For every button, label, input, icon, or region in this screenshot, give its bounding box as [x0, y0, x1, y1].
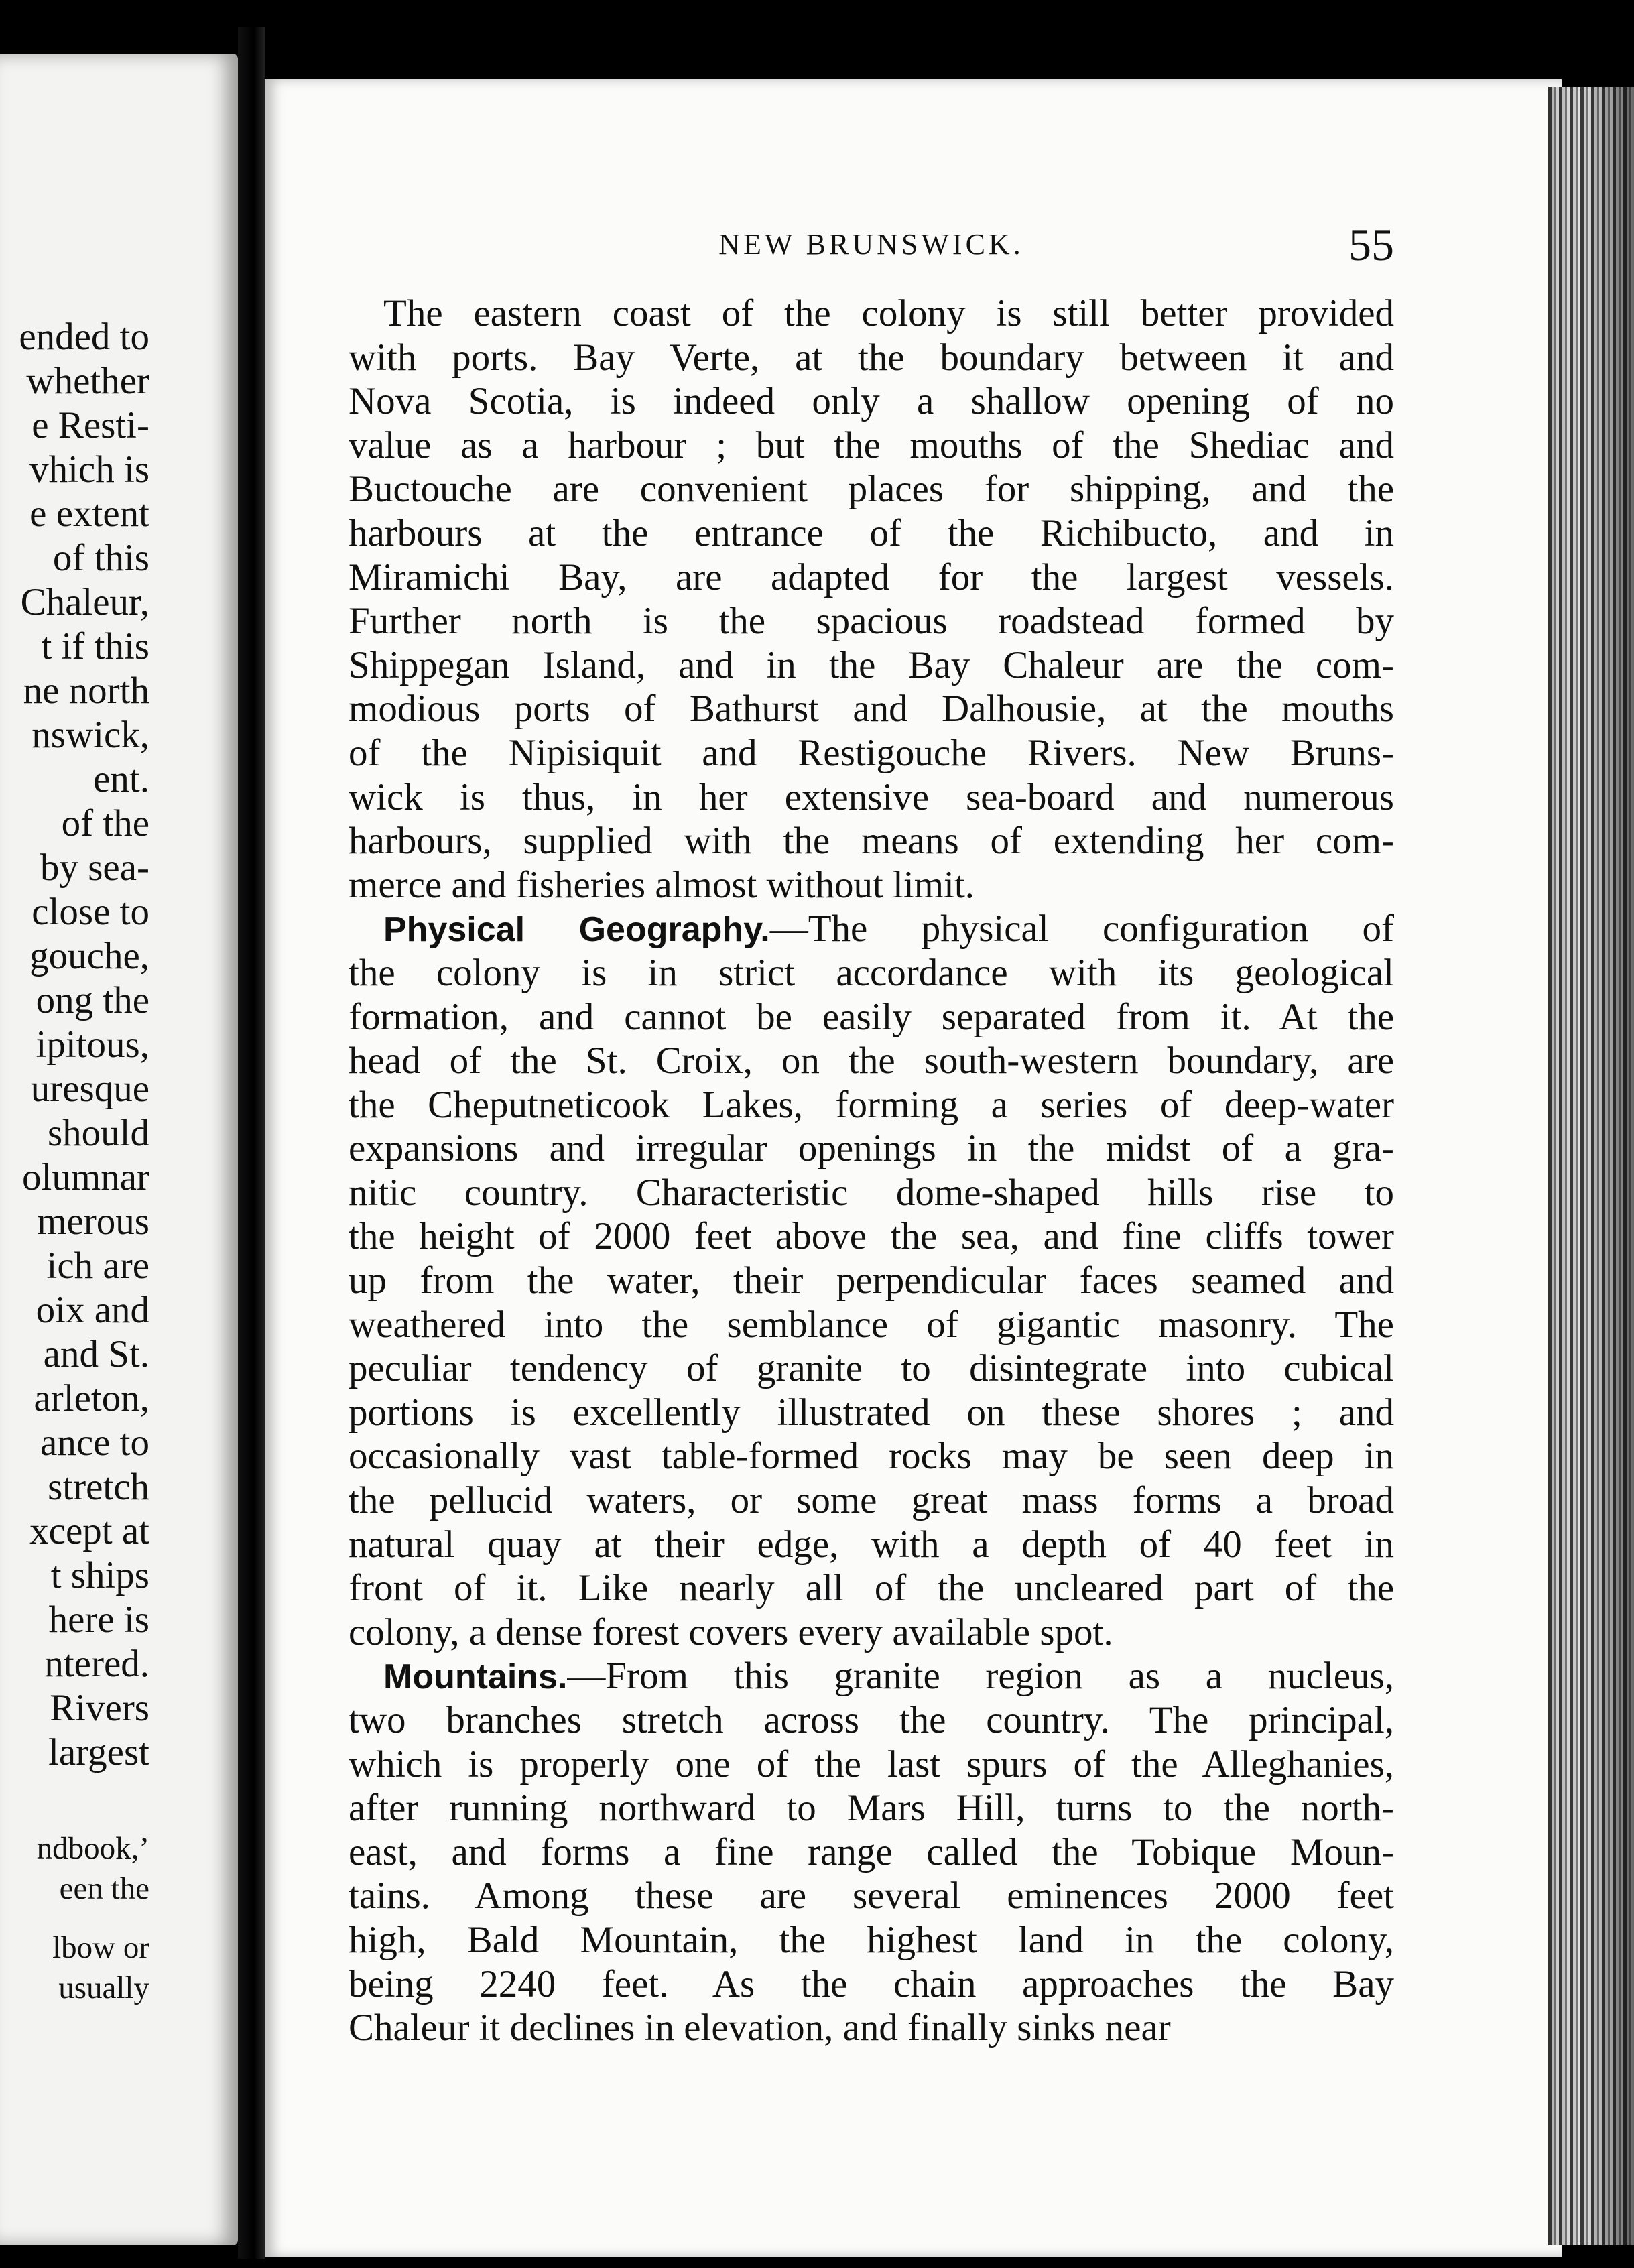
text-line: merce and fisheries almost without limit. [349, 863, 975, 906]
left-page-line: e Resti- [32, 404, 149, 446]
left-page-line: ne north [23, 670, 149, 712]
text-line: Nova Scotia, is indeed only a shallow opening of no [349, 380, 1394, 423]
section-heading: Mountains. [383, 1657, 568, 1697]
text-line: which is properly one of the last spurs of the Alleghanies, [349, 1743, 1394, 1785]
left-page-line: t ships [50, 1554, 149, 1596]
text-line: expansions and irregular openings in the midst of a gra- [349, 1127, 1394, 1170]
text-line: Miramichi Bay, are adapted for the largest vessels. [349, 556, 1394, 598]
left-page-footnote: een the [59, 1871, 149, 1906]
text-line: Buctouche are convenient places for shipping, and the [349, 468, 1394, 511]
left-page-footnote: ndbook,’ [36, 1831, 149, 1866]
page-header [349, 214, 1394, 275]
text-line [349, 1654, 1394, 1698]
text-line: head of the St. Croix, on the south-western boundary, are [349, 1040, 1394, 1082]
left-page-footnote: usually [58, 1970, 149, 2005]
left-page-line: Rivers [50, 1687, 149, 1729]
page-number: 55 [1348, 219, 1394, 270]
text-line: high, Bald Mountain, the highest land in the colony, [349, 1918, 1394, 1961]
left-page-line: ich are [46, 1245, 149, 1287]
left-page-line: ance to [40, 1422, 149, 1464]
text-line: nitic country. Characteristic dome-shaped hills rise to [349, 1171, 1394, 1214]
text-line: colony, a dense forest covers every available spot. [349, 1611, 1113, 1653]
text-line: the height of 2000 feet above the sea, and fine cliffs tower [349, 1215, 1394, 1258]
section-heading: Physical Geography. [383, 910, 770, 950]
text-line: up from the water, their perpendicular faces seamed and [349, 1259, 1394, 1302]
text-line: being 2240 feet. As the chain approaches the Bay [349, 1962, 1394, 2005]
left-page-footnote: lbow or [52, 1930, 149, 1965]
text-line: the Cheputneticook Lakes, forming a series of deep-water [349, 1083, 1394, 1126]
left-page-line: here is [48, 1598, 149, 1641]
left-page-line: arleton, [34, 1377, 149, 1420]
left-page-line: Chaleur, [20, 581, 149, 623]
text-line: value as a harbour ; but the mouths of the Shediac and [349, 424, 1394, 466]
left-page-line: ipitous, [36, 1023, 149, 1066]
text-line: of the Nipisiquit and Restigouche Rivers. New Bruns- [349, 731, 1394, 774]
text-line [349, 907, 1394, 951]
left-page-line: xcept at [29, 1510, 149, 1552]
text-line: harbours, supplied with the means of extending her com- [349, 820, 1394, 863]
left-page-line: vhich is [29, 448, 149, 491]
paragraph [349, 1654, 1394, 2050]
text-line: tains. Among these are several eminences 2000 feet [349, 1875, 1394, 1917]
text-line: east, and forms a fine range called the Tobique Moun- [349, 1830, 1394, 1873]
left-page-line: merous [37, 1200, 149, 1243]
left-page-line: by sea- [40, 846, 149, 889]
text-line: Further north is the spacious roadstead formed by [349, 600, 1394, 643]
text-line-rest: —The physical configuration of [769, 907, 1394, 950]
left-page-text [0, 315, 149, 2008]
left-page-line: stretch [48, 1466, 149, 1508]
running-head: NEW BRUNSWICK. [718, 228, 1024, 261]
left-page-line: ong the [36, 979, 149, 1021]
left-page-line: whether [26, 360, 149, 402]
left-page-line: nswick, [32, 714, 149, 756]
text-line: Shippegan Island, and in the Bay Chaleur are the com- [349, 643, 1394, 686]
left-page-line: ended to [19, 316, 149, 358]
text-line-rest: —From this granite region as a nucleus, [567, 1655, 1394, 1698]
text-line: after running northward to Mars Hill, turns to the north- [349, 1787, 1394, 1830]
text-line: front of it. Like nearly all of the uncleared part of the [349, 1567, 1394, 1610]
left-page-line: oix and [36, 1289, 149, 1331]
text-line: formation, and cannot be easily separated from it. At the [349, 995, 1394, 1038]
body-text [349, 292, 1394, 2050]
paragraph [349, 907, 1394, 1654]
text-line: Chaleur it declines in elevation, and finally sinks near [349, 2007, 1171, 2050]
left-page-line: gouche, [29, 935, 149, 977]
left-page-line: uresque [30, 1068, 149, 1110]
text-line: natural quay at their edge, with a depth of 40 feet in [349, 1523, 1394, 1566]
left-page-line: largest [48, 1731, 149, 1773]
left-page-line: e extent [29, 493, 149, 535]
left-page-line: ent. [93, 758, 149, 800]
text-line: wick is thus, in her extensive sea-board and numerous [349, 775, 1394, 818]
left-page-line: of the [61, 802, 149, 844]
text-line: peculiar tendency of granite to disintegrate into cubical [349, 1347, 1394, 1390]
text-line: the colony is in strict accordance with its geological [349, 951, 1394, 994]
left-page-line: should [47, 1112, 149, 1154]
book-gutter [238, 27, 265, 2259]
paragraph [349, 292, 1394, 907]
left-facing-page [0, 54, 238, 2245]
left-page-line: close to [32, 891, 149, 933]
text-line: modious ports of Bathurst and Dalhousie, at the mouths [349, 688, 1394, 731]
left-page-line: ntered. [44, 1643, 149, 1685]
text-line: with ports. Bay Verte, at the boundary between it and [349, 336, 1394, 379]
left-page-line: of this [52, 537, 149, 579]
text-line: two branches stretch across the country. The principal, [349, 1699, 1394, 1741]
text-line: occasionally vast table-formed rocks may be seen deep in [349, 1435, 1394, 1478]
text-line: weathered into the semblance of gigantic masonry. The [349, 1303, 1394, 1346]
text-line: harbours at the entrance of the Richibucto, and in [349, 511, 1394, 554]
left-page-line: t if this [41, 625, 149, 668]
text-line: portions is excellently illustrated on these shores ; and [349, 1391, 1394, 1434]
left-page-line: olumnar [22, 1156, 149, 1198]
text-line: The eastern coast of the colony is still better provided [383, 292, 1394, 334]
left-page-line: and St. [43, 1333, 149, 1375]
text-line: the pellucid waters, or some great mass forms a broad [349, 1479, 1394, 1522]
